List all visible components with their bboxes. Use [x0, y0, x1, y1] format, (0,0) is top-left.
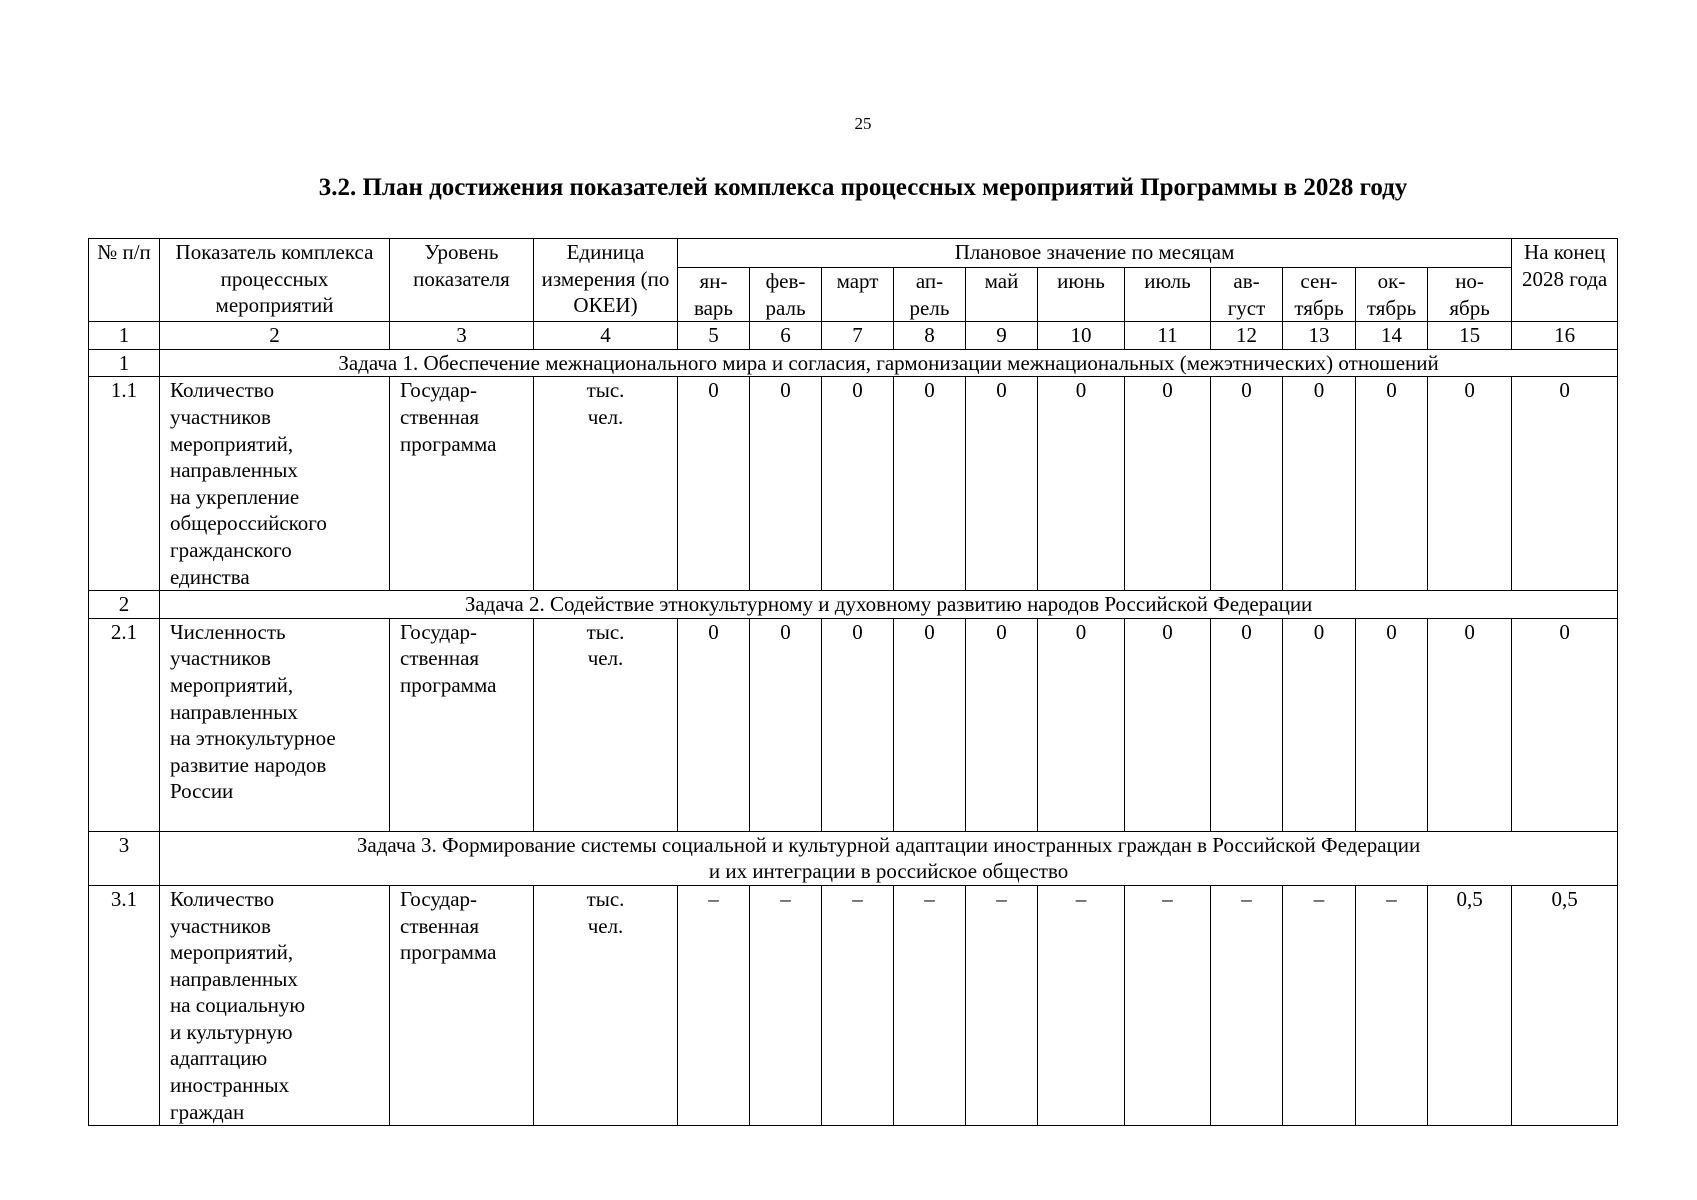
task-row: [89, 591, 1618, 619]
header-month: ок- тябрь: [1356, 268, 1428, 322]
unit-of-measure: тыс. чел.: [534, 885, 678, 1125]
month-value: –: [966, 885, 1038, 1125]
task-title: Задача 1. Обеспечение межнационального мира и согласия, гармонизации межнациональных (межэтнических) отношений: [160, 349, 1618, 377]
month-value: –: [1356, 885, 1428, 1125]
header-month: ян- варь: [678, 268, 750, 322]
row-number: 2.1: [89, 618, 160, 831]
row-number: 1.1: [89, 377, 160, 591]
column-number: 15: [1428, 322, 1512, 350]
unit-of-measure: тыс. чел.: [534, 377, 678, 591]
header-level: Уровень показателя: [390, 239, 534, 322]
month-value: 0: [1211, 377, 1283, 591]
month-value: –: [1211, 885, 1283, 1125]
indicator-name: Количество участников мероприятий, направленных на социальную и культурную адаптацию иностранных граждан: [160, 885, 390, 1125]
header-month: сен- тябрь: [1283, 268, 1356, 322]
indicator-level: Государ- ственная программа: [390, 377, 534, 591]
indicator-row: [89, 618, 1618, 831]
column-number: 9: [966, 322, 1038, 350]
month-value: 0: [1283, 618, 1356, 831]
column-number: 8: [894, 322, 966, 350]
column-number: 6: [750, 322, 822, 350]
column-number: 3: [390, 322, 534, 350]
task-title: Задача 2. Содействие этнокультурному и духовному развитию народов Российской Федерации: [160, 591, 1618, 619]
month-value: 0: [822, 377, 894, 591]
header-month: май: [966, 268, 1038, 322]
task-title: Задача 3. Формирование системы социальной и культурной адаптации иностранных граждан в Российской Федерации и их интеграции в российское общество: [160, 831, 1618, 885]
month-value: 0: [1038, 618, 1125, 831]
month-value: 0: [750, 377, 822, 591]
indicator-row: [89, 377, 1618, 591]
column-number: 7: [822, 322, 894, 350]
row-number: 3.1: [89, 885, 160, 1125]
header-month: но- ябрь: [1428, 268, 1512, 322]
month-value: –: [678, 885, 750, 1125]
indicator-row: [89, 885, 1618, 1125]
month-value: 0: [894, 377, 966, 591]
column-number: 13: [1283, 322, 1356, 350]
column-number: 16: [1512, 322, 1618, 350]
column-number: 2: [160, 322, 390, 350]
month-value: 0,5: [1428, 885, 1512, 1125]
month-value: –: [822, 885, 894, 1125]
month-value: –: [1283, 885, 1356, 1125]
column-number: 4: [534, 322, 678, 350]
unit-of-measure: тыс. чел.: [534, 618, 678, 831]
month-value: 0: [678, 377, 750, 591]
column-number: 1: [89, 322, 160, 350]
header-month: ап- рель: [894, 268, 966, 322]
page-number: 25: [854, 114, 872, 133]
plan-table: [88, 238, 1618, 1126]
month-value: 0: [1283, 377, 1356, 591]
column-number: 14: [1356, 322, 1428, 350]
task-number: 3: [89, 831, 160, 885]
month-value: –: [894, 885, 966, 1125]
task-number: 1: [89, 349, 160, 377]
month-value: 0: [1125, 618, 1211, 831]
month-value: 0: [894, 618, 966, 831]
indicator-name: Количество участников мероприятий, направленных на укрепление общероссийского гражданского единства: [160, 377, 390, 591]
month-value: 0: [1356, 618, 1428, 831]
year-end-value: 0: [1512, 377, 1618, 591]
month-value: –: [1125, 885, 1211, 1125]
task-number: 2: [89, 591, 160, 619]
header-num: № п/п: [89, 239, 160, 322]
month-value: 0: [1428, 377, 1512, 591]
header-month: ав- густ: [1211, 268, 1283, 322]
header-indicator: Показатель комплекса процессных мероприятий: [160, 239, 390, 322]
month-value: 0: [1211, 618, 1283, 831]
month-value: 0: [1356, 377, 1428, 591]
task-row: [89, 831, 1618, 885]
month-value: 0: [750, 618, 822, 831]
indicator-level: Государ- ственная программа: [390, 885, 534, 1125]
header-unit: Единица измерения (по ОКЕИ): [534, 239, 678, 322]
month-value: 0: [966, 377, 1038, 591]
header-month: фев- раль: [750, 268, 822, 322]
year-end-value: 0,5: [1512, 885, 1618, 1125]
header-month: март: [822, 268, 894, 322]
column-number: 10: [1038, 322, 1125, 350]
column-number-row: [89, 322, 1618, 350]
month-value: 0: [1428, 618, 1512, 831]
month-value: 0: [1038, 377, 1125, 591]
column-number: 12: [1211, 322, 1283, 350]
month-value: 0: [1125, 377, 1211, 591]
column-number: 5: [678, 322, 750, 350]
header-plan-by-month: Плановое значение по месяцам: [678, 239, 1512, 268]
header-month: июнь: [1038, 268, 1125, 322]
indicator-level: Государ- ственная программа: [390, 618, 534, 831]
header-month: июль: [1125, 268, 1211, 322]
month-value: –: [1038, 885, 1125, 1125]
month-value: 0: [966, 618, 1038, 831]
month-value: 0: [822, 618, 894, 831]
column-number: 11: [1125, 322, 1211, 350]
document-title: 3.2. План достижения показателей комплекса процессных мероприятий Программы в 2028 году: [318, 174, 1408, 201]
task-row: [89, 349, 1618, 377]
year-end-value: 0: [1512, 618, 1618, 831]
month-value: –: [750, 885, 822, 1125]
indicator-name: Численность участников мероприятий, направленных на этнокультурное развитие народов России: [160, 618, 390, 831]
month-value: 0: [678, 618, 750, 831]
header-year-end: На конец 2028 года: [1512, 239, 1618, 322]
